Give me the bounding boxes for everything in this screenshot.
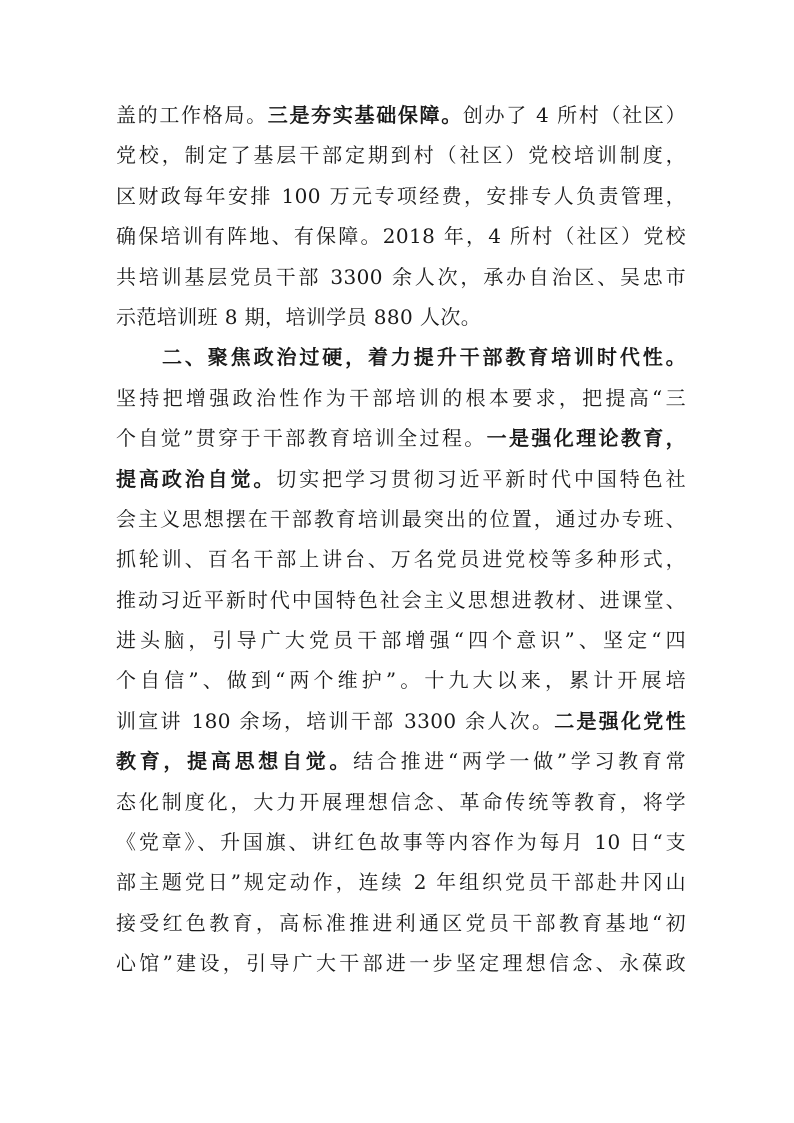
bold-phrase: 三是夯实基础保障。 bbox=[267, 103, 463, 127]
text-line: 会主义思想摆在干部教育培训最突出的位置，通过办专班、 bbox=[116, 506, 686, 531]
section-heading: 二、聚焦政治过硬，着力提升干部教育培训时代性。 bbox=[162, 345, 686, 370]
text-line: 训宣讲 180 余场，培训干部 3300 余人次。二是强化党性 bbox=[116, 708, 686, 733]
text-line: 盖的工作格局。三是夯实基础保障。创办了 4 所村（社区） bbox=[116, 103, 686, 127]
text-line: 共培训基层党员干部 3300 余人次，承办自治区、吴忠市 bbox=[116, 264, 686, 289]
text-line: 提高政治自觉。切实把学习贯彻习近平新时代中国特色社 bbox=[116, 466, 686, 491]
bold-phrase: 一是强化理论教育， bbox=[486, 426, 686, 451]
text-line: 抓轮训、百名干部上讲台、万名党员进党校等多种形式， bbox=[116, 547, 686, 572]
bold-phrase: 二是强化党性 bbox=[554, 708, 686, 733]
text-line: 个自信”、做到“两个维护”。十九大以来，累计开展培 bbox=[116, 668, 686, 693]
text-line: 区财政每年安排 100 万元专项经费，安排专人负责管理， bbox=[116, 183, 686, 208]
text-line: 《党章》、升国旗、讲红色故事等内容作为每月 10 日“支 bbox=[116, 830, 686, 855]
bold-phrase: 教育，提高思想自觉。 bbox=[116, 749, 354, 774]
text-line: 进头脑，引导广大党员干部增强“四个意识”、坚定“四 bbox=[116, 628, 686, 653]
text-line: 心馆”建设，引导广大干部进一步坚定理想信念、永葆政 bbox=[116, 951, 686, 976]
text-line: 教育，提高思想自觉。结合推进“两学一做”学习教育常 bbox=[116, 749, 687, 774]
body-text bbox=[116, 95, 686, 984]
text-line: 示范培训班 8 期，培训学员 880 人次。 bbox=[116, 304, 482, 329]
bold-phrase: 提高政治自觉。 bbox=[116, 466, 277, 491]
text-line: 接受红色教育，高标准推进利通区党员干部教育基地“初 bbox=[116, 910, 686, 935]
text-line: 推动习近平新时代中国特色社会主义思想进教材、进课堂、 bbox=[116, 587, 686, 612]
text-line: 确保培训有阵地、有保障。2018 年，4 所村（社区）党校 bbox=[116, 224, 686, 249]
text-line: 坚持把增强政治性作为干部培训的根本要求，把提高“三 bbox=[116, 385, 686, 410]
text-line: 党校，制定了基层干部定期到村（社区）党校培训制度， bbox=[116, 143, 686, 168]
text-line: 个自觉”贯穿于干部教育培训全过程。一是强化理论教育， bbox=[116, 426, 686, 451]
text-line: 态化制度化，大力开展理想信念、革命传统等教育，将学 bbox=[116, 789, 686, 814]
text-line: 部主题党日”规定动作，连续 2 年组织党员干部赴井冈山 bbox=[116, 870, 686, 895]
